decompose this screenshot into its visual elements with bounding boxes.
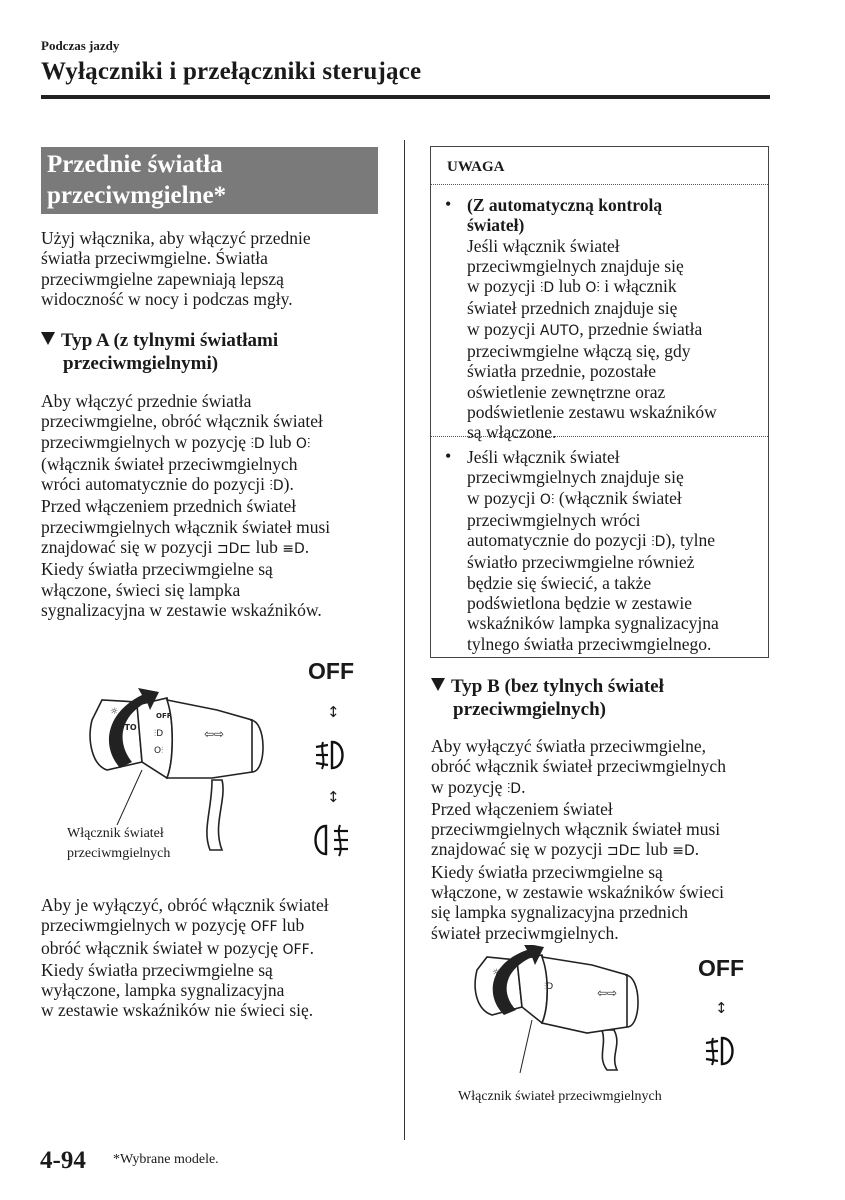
text-line: Aby je wyłączyć, obróć włącznik świateł (41, 895, 329, 915)
page-title: Wyłączniki i przełączniki sterujące (41, 58, 422, 85)
text-line: Aby włączyć przednie światła (41, 391, 252, 411)
fog-switch-illustration-b (462, 945, 692, 1075)
text-line: świateł przednich znajduje się (467, 298, 678, 319)
text-line: włączone, w zestawie wskaźników świeci (431, 882, 725, 903)
off-label: OFF (698, 955, 744, 981)
text-line: włączone, świeci się lampka (41, 579, 241, 600)
section-heading (41, 147, 378, 214)
caption-a (67, 824, 170, 864)
text-line: przeciwmgielnych włącznik świateł musi (431, 819, 721, 840)
text-line: widoczność w nocy i podczas mgły. (41, 288, 293, 309)
light-position-icon: ⊐D⊏ (216, 541, 252, 558)
auto-label: AUTO (112, 723, 137, 732)
text-line: będzie się świecić, a także (467, 572, 652, 593)
text-line: światła przeciwmgielne. Światła (41, 248, 268, 269)
off-lever-label: OFF (156, 712, 172, 720)
light-position-icon: ≡D (282, 541, 305, 558)
text-line: Kiedy światła przeciwmgielne są (431, 861, 663, 882)
text-line: w pozycję ⫶D. (431, 776, 526, 797)
section-heading-line: przeciwmgielne* (47, 182, 227, 209)
text-line: w pozycji ⫶D lub O⫶ i włącznik (467, 276, 677, 297)
text-line: przeciwmgielnych w pozycję OFF lub (41, 915, 305, 936)
triangle-icon (41, 332, 55, 345)
lever-tip (625, 975, 638, 1027)
light-position-icon: ⫶D (269, 478, 284, 495)
text-line: światła przednie, pozostałe (467, 361, 657, 382)
light-position-icon: ⊐D⊏ (606, 843, 642, 860)
text-line: się lampka sygnalizacyjna przednich (431, 902, 689, 923)
note-item-text (467, 195, 717, 443)
leader-line (117, 770, 142, 825)
text-line: przeciwmgielne włączą się, gdy (467, 341, 691, 362)
rear-fog-light-icon (310, 822, 354, 858)
type-b-heading (431, 675, 664, 721)
title-rule (41, 95, 770, 99)
type-b-heading-line: przeciwmgielnych) (453, 699, 607, 720)
note-box (430, 146, 769, 658)
light-position-icon: O⫶ (539, 491, 555, 508)
note-header: UWAGA (431, 147, 768, 185)
front-fog-light-icon (700, 1034, 740, 1068)
text-line: Jeśli włącznik świateł (467, 447, 620, 467)
bullet-icon: • (445, 446, 452, 466)
type-a-heading-line: Typ A (z tylnymi światłami (41, 329, 278, 352)
text-line: są włączone. (467, 422, 557, 443)
type-a-off-body (41, 895, 329, 1021)
front-fog-small-icon: ⫶D (544, 982, 554, 992)
light-position-icon: ⫶D (539, 280, 555, 297)
light-position-icon: ⫶D (651, 534, 666, 551)
position-label: OFF (250, 919, 278, 936)
text-line: Aby wyłączyć światła przeciwmgielne, (431, 736, 707, 756)
text-line: automatycznie do pozycji ⫶D), tylne (467, 530, 716, 551)
lever-stalk (602, 1030, 617, 1070)
text-line: sygnalizacyjna w zestawie wskaźników. (41, 599, 322, 620)
text-line: świateł) (467, 215, 525, 236)
triangle-icon (431, 678, 445, 691)
updown-arrow-icon: ↕ (327, 703, 340, 721)
light-position-icon: ⫶D (506, 780, 522, 797)
section-heading-line: Przednie światła (47, 151, 223, 178)
text-line: w pozycji AUTO, przednie światła (467, 318, 703, 339)
light-symbol-icon: ☼ (110, 707, 119, 717)
updown-arrow-icon: ↕ (327, 788, 340, 806)
position-label: OFF (282, 941, 310, 958)
text-line: przeciwmgielnych włącznik świateł musi (41, 516, 331, 537)
caption-b: Włącznik świateł przeciwmgielnych (458, 1089, 662, 1104)
lever-stalk (207, 780, 223, 850)
bullet-icon: • (445, 194, 452, 214)
text-line: przeciwmgielne, obróć włącznik świateł (41, 411, 323, 432)
text-line: oświetlenie zewnętrzne oraz (467, 381, 666, 402)
text-line: świateł przeciwmgielnych. (431, 922, 619, 943)
turn-arrows-icon: ⇦⇨ (597, 986, 618, 1000)
text-line: Przed włączeniem przednich świateł (41, 496, 297, 517)
type-a-heading (41, 329, 278, 375)
note-item-text (467, 447, 719, 654)
type-b-heading-line: Typ B (bez tylnych świateł (431, 675, 664, 698)
text-line: przeciwmgielnych wróci (467, 509, 641, 530)
text-line: Przed włączeniem świateł (431, 798, 613, 819)
text-line: (włącznik świateł przeciwmgielnych (41, 453, 298, 474)
text-line: podświetlona będzie w zestawie (467, 593, 692, 614)
turn-arrows-icon: ⇦⇨ (204, 727, 225, 741)
type-b-body (431, 736, 726, 943)
text-line: tylnego światła przeciwmgielnego. (467, 633, 712, 654)
lever-tip (250, 720, 263, 772)
light-symbol-icon: ☼ (492, 968, 501, 978)
leader-line (520, 1020, 532, 1073)
type-a-heading-line: przeciwmgielnymi) (63, 353, 219, 374)
text-line: w zestawie wskaźników nie świeci się. (41, 1000, 314, 1021)
light-position-icon: ⫶D (250, 435, 265, 452)
text-line: przeciwmgielnych w pozycję ⫶D lub O⫶ (41, 431, 311, 452)
text-line: światło przeciwmgielne również (467, 552, 695, 573)
text-line: Kiedy światła przeciwmgielne są (41, 559, 273, 580)
front-fog-small-icon: ⫶D (154, 729, 164, 739)
note-separator (431, 436, 768, 437)
caption-line: przeciwmgielnych (67, 846, 171, 861)
text-line: znajdować się w pozycji ⊐D⊏ lub ≡D. (41, 537, 310, 558)
text-line: znajdować się w pozycji ⊐D⊏ lub ≡D. (431, 839, 700, 860)
text-line: przeciwmgielnych znajduje się (467, 255, 684, 276)
type-a-body (41, 391, 330, 620)
footnote: *Wybrane modele. (113, 1152, 219, 1167)
text-line: wróci automatycznie do pozycji ⫶D). (41, 474, 294, 495)
text-line: podświetlenie zestawu wskaźników (467, 401, 717, 422)
caption-line: Włącznik świateł (67, 826, 164, 841)
lever-ring-1 (517, 955, 547, 1023)
section-label: Podczas jazdy (41, 38, 120, 53)
off-label: OFF (308, 658, 354, 684)
column-divider (404, 140, 405, 1140)
text-line: przeciwmgielnych znajduje się (467, 467, 684, 488)
page-number: 4-94 (40, 1147, 86, 1174)
light-position-icon: ≡D (672, 843, 695, 860)
text-line: w pozycji O⫶ (włącznik świateł (467, 487, 682, 508)
rear-fog-small-icon: O⫶ (154, 746, 164, 756)
text-line: Użyj włącznika, aby włączyć przednie (41, 228, 311, 248)
updown-arrow-icon: ↕ (715, 999, 728, 1017)
intro-paragraph (41, 228, 311, 309)
lever-body (542, 957, 635, 1033)
position-label: AUTO (539, 322, 580, 339)
text-line: wyłączone, lampka sygnalizacyjna (41, 980, 285, 1001)
text-line: Kiedy światła przeciwmgielne są (41, 959, 273, 980)
text-line: obróć włącznik świateł w pozycję OFF. (41, 937, 315, 958)
front-fog-light-icon (310, 738, 350, 772)
light-position-icon: O⫶ (295, 435, 311, 452)
text-line: obróć włącznik świateł przeciwmgielnych (431, 756, 726, 777)
text-line: (Z automatyczną kontrolą (467, 195, 663, 215)
text-line: wskaźników lampka sygnalizacyjna (467, 613, 719, 634)
text-line: Jeśli włącznik świateł (467, 235, 620, 256)
text-line: przeciwmgielne zapewniają lepszą (41, 268, 284, 289)
light-position-icon: O⫶ (585, 280, 600, 297)
